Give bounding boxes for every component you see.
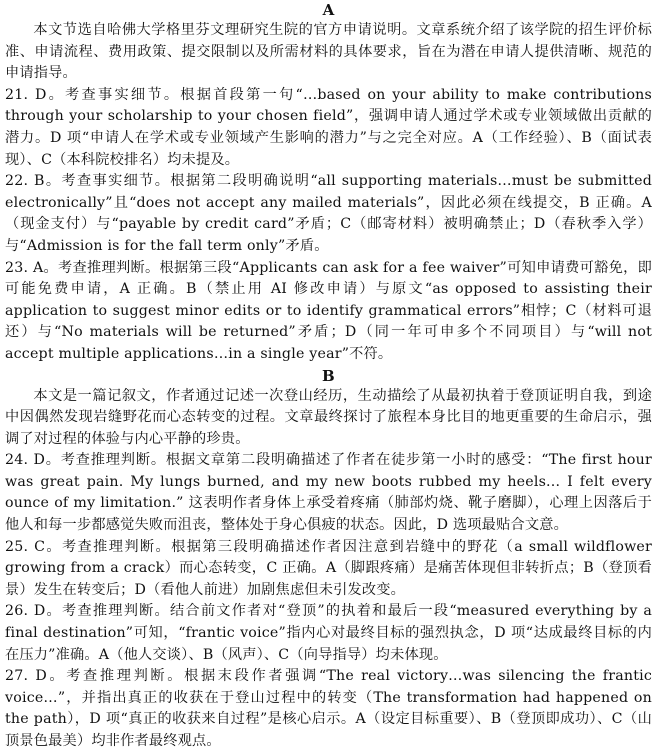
answer-24: 24. D。考查推理判断。根据文章第二段明确描述了作者在徒步第一小时的感受：“The first hour was great pain. My lungs burned, and my new boots rubbed my heels... I felt every ounce of my limitation.” 这表明作者身体上承受着疼痛（肺部灼烧、靴子磨脚），心理上因落后于他人和每一步都感觉失败而沮丧，整体处于身心俱疲的状态。因此，D 选项最贴合文意。 [5, 452, 652, 534]
answer-23: 23. A。考查推理判断。根据第三段“Applicants can ask for a fee waiver”可知申请费可豁免，即可能免费申请，A 正确。B（禁止用 AI 修改申请）与原文“as opposed to assisting their application to suggest minor edits or to identify grammatical errors”相悖；C（材料可退还）与“No materials will be returned”矛盾；D（同一年可申多个不同项目）与“will not accept multiple applications…in a single year”不符。 [5, 259, 652, 362]
answer-22: 22. B。考查事实细节。根据第二段明确说明“all supporting materials…must be submitted electronically”且“does not accept any mailed materials”，因此必须在线提交，B 正确。A（现金支付）与“payable by credit card”矛盾；C（邮寄材料）被明确禁止；D（春秋季入学）与“Admission is for the fall term only”矛盾。 [5, 173, 652, 254]
section-b-intro: 本文是一篇记叙文，作者通过记述一次登山经历，生动描绘了从最初执着于登顶证明自我，到途中因偶然发现岩缝野花而心态转变的过程。文章最终探讨了旅程本身比目的地更重要的生命启示，强调了对过程的体验与内心平静的珍贵。 [5, 387, 652, 447]
answer-26: 26. D。考查推理判断。结合前文作者对“登顶”的执着和最后一段“measured everything by a final destination”可知，“frantic voice”指内心对最终目标的强烈执念，D 项“达成最终目标的内在压力”准确。A（他人交谈）、B（风声）、C（向导指导）均未体现。 [5, 603, 652, 663]
answer-25: 25. C。考查推理判断。根据第三段明确描述作者因注意到岩缝中的野花（a small wildflower growing from a crack）而心态转变，C 正确。A（脚跟疼痛）是痛苦体现但非转折点；B（登顶看景）发生在转变后；D（看他人前进）加剧焦虑但未引发改变。 [5, 538, 652, 598]
answer-27: 27. D。考查推理判断。根据末段作者强调“The real victory…was silencing the frantic voice…”，并指出真正的收获在于登山过程中的转变（The transformation had happened on the path），D 项“真正的收获来自过程”是核心启示。A（设定目标重要）、B（登顶即成功）、C（山顶景色最美）均非作者最终观点。 [5, 668, 652, 749]
section-title-a: A [322, 1, 335, 19]
section-title-b: B [322, 366, 335, 385]
section-a-intro: 本文节选自哈佛大学格里芬文理研究生院的官方申请说明。文章系统介绍了该学院的招生评价标准、申请流程、费用政策、提交限制以及所需材料的具体要求，旨在为潜在申请人提供清晰、规范的申请指导。 [5, 22, 652, 82]
answer-21: 21. D。考查事实细节。根据首段第一句“…based on your ability to make contributions through your scholarship to your chosen field”，强调申请人通过学术或专业领域做出贡献的潜力。D 项“申请人在学术或专业领域产生影响的潜力”与之完全对应。A（工作经验）、B（面试表现）、C（本科院校排名）均未提及。 [5, 86, 652, 168]
